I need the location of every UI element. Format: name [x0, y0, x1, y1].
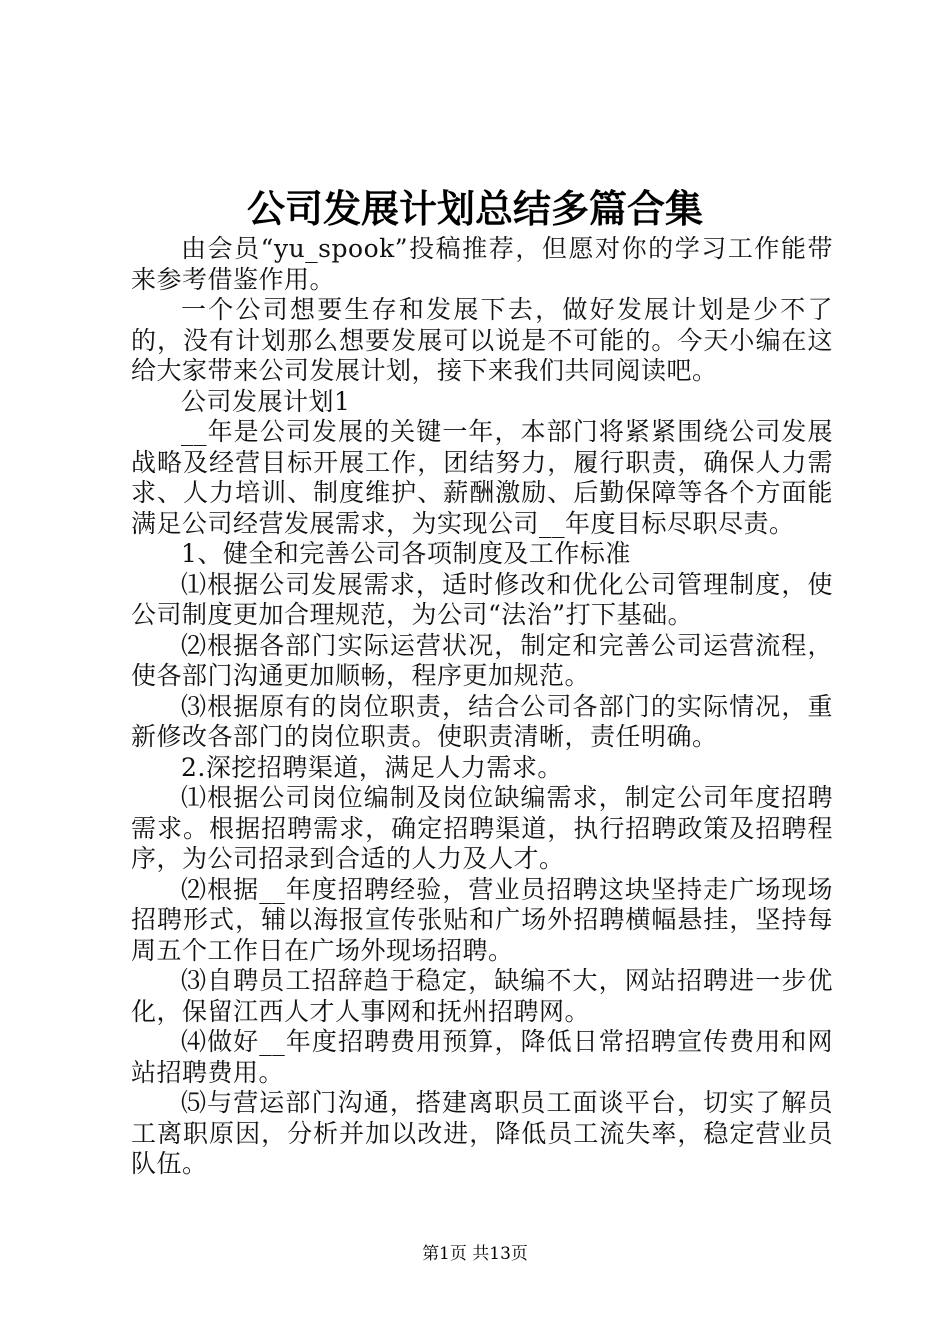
list-item: ⑴根据公司发展需求，适时修改和优化公司管理制度，使公司制度更加合理规范，为公司“法治”打下基础。: [131, 569, 833, 629]
list-item: ⑷做好__年度招聘费用预算，降低日常招聘宣传费用和网站招聘费用。: [131, 1027, 833, 1087]
subsection-heading: 1、健全和完善公司各项制度及工作标准: [181, 539, 631, 568]
list-item: ⑶自聘员工招辞趋于稳定，缺编不大，网站招聘进一步优化，保留江西人才人事网和抚州招聘网。: [131, 966, 833, 1026]
list-item: ⑸与营运部门沟通，搭建离职员工面谈平台，切实了解员工离职原因，分析并加以改进，降低员工流失率，稳定营业员队伍。: [131, 1088, 833, 1178]
document-body: [131, 234, 833, 1180]
paragraph: 由会员“yu_spook”投稿推荐，但愿对你的学习工作能带来参考借鉴作用。: [131, 234, 833, 294]
paragraph: 一个公司想要生存和发展下去，做好发展计划是少不了的，没有计划那么想要发展可以说是不可能的。今天小编在这给大家带来公司发展计划，接下来我们共同阅读吧。: [131, 295, 833, 385]
list-item: ⑵根据各部门实际运营状况，制定和完善公司运营流程，使各部门沟通更加顺畅，程序更加规范。: [131, 630, 833, 690]
list-item: ⑴根据公司岗位编制及岗位缺编需求，制定公司年度招聘需求。根据招聘需求，确定招聘渠道，执行招聘政策及招聘程序，为公司招录到合适的人力及人才。: [131, 783, 833, 873]
page-footer: 第1页 共13页: [422, 1244, 528, 1264]
paragraph: __年是公司发展的关键一年，本部门将紧紧围绕公司发展战略及经营目标开展工作，团结努力，履行职责，确保人力需求、人力培训、制度维护、薪酬激励、后勤保障等各个方面能满足公司经营发展需求，为实现公司__年度目标尽职尽责。: [131, 417, 833, 538]
subsection-heading: 2.深挖招聘渠道，满足人力需求。: [181, 752, 563, 782]
section-heading: 公司发展计划1: [181, 386, 351, 416]
document-title: 公司发展计划总结多篇合集: [246, 186, 703, 231]
list-item: ⑵根据__年度招聘经验，营业员招聘这块坚持走广场现场招聘形式，辅以海报宣传张贴和广场外招聘横幅悬挂，坚持每周五个工作日在广场外现场招聘。: [131, 874, 833, 965]
list-item: ⑶根据原有的岗位职责，结合公司各部门的实际情况，重新修改各部门的岗位职责。使职责清晰，责任明确。: [131, 691, 833, 751]
